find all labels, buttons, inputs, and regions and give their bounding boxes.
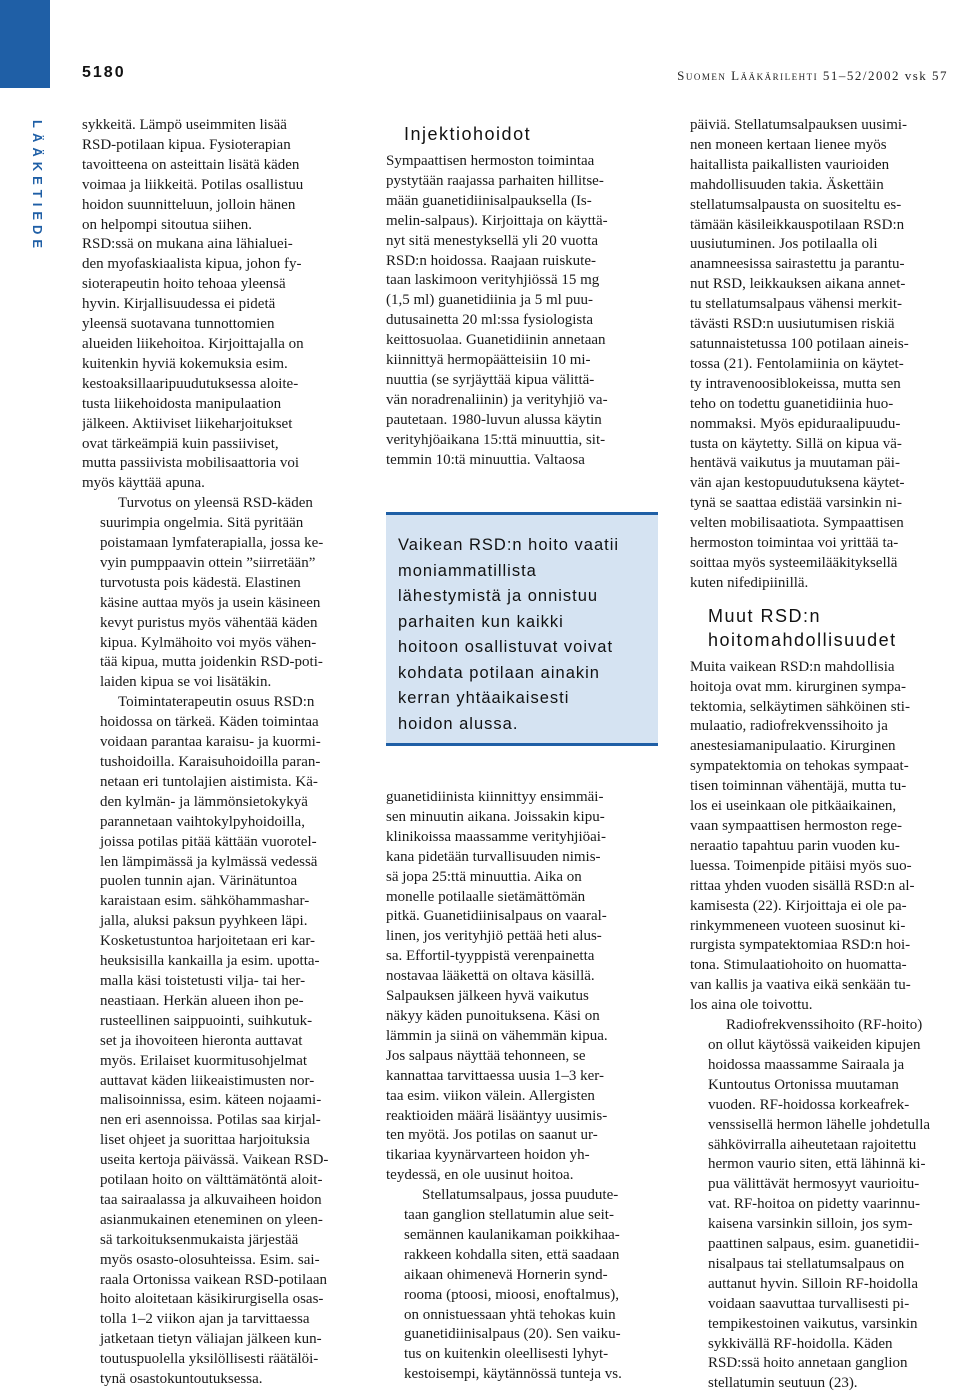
- text-line: hoitoja ovat mm. kirurginen sympa-: [690, 678, 906, 695]
- text-line: tynä osastokuntoutuksessa.: [100, 1371, 263, 1388]
- text-line: tu stellatumsalpaus vähensi merkit-: [690, 296, 903, 313]
- text-line: joissa potilas pitää kättään vuorotel-: [100, 833, 317, 850]
- text-line: set ja ihovoiteen hieronta auttavat: [100, 1032, 303, 1049]
- text-line: kuten nifedipiinillä.: [690, 574, 809, 591]
- text-line: paattinen salpaus, esim. guanetidii-: [708, 1236, 920, 1253]
- text-line: vuoden. RF-hoidossa korkeafrek-: [708, 1096, 910, 1113]
- paragraph: [82, 494, 354, 693]
- text-line: neastiaan. Herkän alueen ihon pe-: [100, 992, 304, 1009]
- text-line: tää kipua, mutta joidenkin RSD-poti-: [100, 654, 323, 671]
- paragraph: [82, 693, 354, 1390]
- text-line: rusteellinen saippuointi, suihkutuk-: [100, 1012, 313, 1029]
- paragraph: [386, 152, 658, 471]
- text-line: sympatektomia on tehokas sympaat-: [690, 758, 909, 775]
- text-line: verityhjöaikana 15:ttä minuuttia, sit-: [386, 431, 606, 448]
- text-line: nen eri asennoissa. Potilas saa kirjal-: [100, 1112, 321, 1129]
- text-line: tämään käsileikkauspotilaan RSD:n: [690, 216, 905, 233]
- text-line: tempikestoinen vaikutus, varsinkin: [708, 1315, 918, 1332]
- text-line: voidaan saavuttaa turvallisesti pi-: [708, 1295, 910, 1312]
- pull-quote-line: hoitoon osallistuvat voivat: [398, 638, 614, 656]
- text-line: parannetaan vaihtokylpyhoidoilla,: [100, 813, 305, 830]
- text-line: tisen toiminnan vähentäjä, mutta tu-: [690, 778, 907, 795]
- text-line: vaan sympaattisen hermoston rege-: [690, 818, 903, 834]
- text-line: vän ajan kestopuudutuksena käytet-: [690, 475, 905, 492]
- text-line: Turvotus on yleensä RSD-käden: [118, 495, 313, 512]
- text-line: taan ganglion stellatumin alue seit-: [404, 1207, 614, 1224]
- text-line: vat. RF-hoitoa on pidetty vaarinnu-: [708, 1196, 921, 1213]
- text-line: aikaan ohimenevä Hornerin synd-: [404, 1266, 608, 1283]
- text-line: semännen kaulanikaman poikkihaa-: [404, 1226, 620, 1243]
- text-line: tossa (21). Fentolamiinia on käytet-: [690, 355, 904, 372]
- text-line: jalla, aluksi paksun pyyhkeen läpi.: [100, 913, 308, 930]
- column-left: [82, 116, 354, 1390]
- heading-line: Injektiohoidot: [404, 124, 532, 144]
- text-line: anamneesissa sairastettu ja parantu-: [690, 256, 905, 273]
- text-line: raala Ortonissa vaikean RSD-potilaan: [100, 1271, 328, 1288]
- text-line: sen minuutin aikana. Joissakin kipu-: [386, 808, 605, 825]
- column-right-body-top: [690, 116, 958, 594]
- text-line: Stellatumsalpaus, jossa puudute-: [422, 1187, 619, 1204]
- text-line: RSD-potilaan kipua. Fysioterapian: [82, 136, 291, 153]
- paragraph: [690, 1016, 958, 1394]
- text-line: temmin 10:tä minuuttia. Valtaosa: [386, 451, 585, 468]
- text-line: nuuttia (se syrjäyttää kipua välittä-: [386, 371, 595, 388]
- text-line: venssisellä hermon lähelle johdetulla: [708, 1116, 931, 1133]
- text-line: van kallis ja vaativa eikä senkään tu-: [690, 977, 911, 994]
- text-line: teydessä, en ole uusinut hoitoa.: [386, 1167, 574, 1184]
- text-line: liset ohjeet ja suorittaa harjoituksia: [100, 1132, 310, 1149]
- text-line: alueiden liikehoitoa. Kirjoittajalla on: [82, 335, 304, 352]
- text-line: ten myötä. Jos potilas on saanut ur-: [386, 1127, 598, 1144]
- text-line: len lämpimässä ja kylmässä vedessä: [100, 853, 318, 870]
- text-line: kipua. Kylmähoito voi myös vähen-: [100, 634, 317, 651]
- text-line: nommaksi. Myös epiduraalipuudu-: [690, 415, 901, 432]
- text-line: velten mobilisaatiota. Sympaattisen: [690, 515, 904, 532]
- text-line: neraatio tapahtuu parin vuoden ku-: [690, 837, 900, 854]
- text-line: reaktioiden määrä lisääntyy uusimis-: [386, 1107, 608, 1124]
- text-line: soittaa myös systeemilääkityksellä: [690, 554, 898, 571]
- text-line: Kosketustuntoa harjoitetaan eri kar-: [100, 933, 316, 950]
- pull-quote-line: kohdata potilaan ainakin: [398, 663, 600, 682]
- text-line: tektomia, selkäytimen sähköinen sti-: [690, 698, 910, 715]
- text-line: klinikoissa maassamme verityhjiöai-: [386, 828, 606, 845]
- text-line: hoidossa maassamme Sairaala ja: [708, 1056, 905, 1073]
- column-middle-body: [386, 152, 658, 471]
- text-line: ty intravenoosiblokeissa, mutta sen: [690, 375, 901, 392]
- section-tab: LÄÄKETIEDE: [30, 120, 45, 254]
- pull-quote-line: kerran yhtäaikaisesti: [398, 689, 570, 707]
- text-line: taa esim. viikon välein. Allergisten: [386, 1087, 595, 1104]
- text-line: kevyt puristus myös vähentää käden: [100, 614, 318, 631]
- text-line: kestoisempi, käytännössä tunteja vs.: [404, 1366, 622, 1383]
- text-line: malisoinnissa, esim. käteen nojaami-: [100, 1092, 322, 1109]
- text-line: laiden kipua se voi lisätäkin.: [100, 674, 272, 691]
- text-line: sykkeitä. Lämpö useimmiten lisää: [82, 117, 287, 133]
- text-line: Toimintaterapeutin osuus RSD:n: [118, 694, 315, 711]
- text-line: sa. Effortil-tyyppistä verenpainetta: [386, 948, 595, 965]
- text-line: pystytään raajassa parhaiten hillitse-: [386, 172, 604, 189]
- paragraph: [82, 116, 354, 494]
- text-line: jälkeen. Aktiiviset liikeharjoitukset: [82, 415, 293, 432]
- text-line: heuksisilla kankailla ja esim. upotta-: [100, 953, 320, 970]
- text-line: auttavat käden liikeaistimusten nor-: [100, 1072, 315, 1089]
- text-line: kannattaa tarvittaessa uusia 1–3 ker-: [386, 1067, 604, 1084]
- text-line: on ollut käytössä vaikeiden kipujen: [708, 1036, 921, 1053]
- running-head: [677, 68, 948, 84]
- text-line: kaisena varsinkin silloin, jos sym-: [708, 1216, 913, 1233]
- text-line: tusta liikehoidosta manipulaation: [82, 395, 282, 412]
- text-line: käsine auttaa myös ja usein käsineen: [100, 594, 321, 611]
- text-line: mään guanetidiinisalpauksella (Is-: [386, 192, 592, 209]
- text-line: taan laskimoon verityhjiössä 15 mg: [386, 272, 600, 289]
- text-line: asianmukainen eteneminen on yleen-: [100, 1211, 323, 1228]
- pull-quote-line: lähestymistä ja onnistuu: [398, 587, 599, 605]
- text-line: nut RSD, leikkauksen aikana annet-: [690, 276, 906, 293]
- issue-info: 51–52/2002 vsk 57: [822, 68, 948, 83]
- text-line: kamisesta (22). Kirjoittaja ei ole pa-: [690, 897, 907, 914]
- text-line: tikariaa kyynärvarteen hoidon yh-: [386, 1147, 590, 1164]
- heading-line: hoitomahdollisuudet: [708, 629, 897, 650]
- heading-line: Muut RSD:n: [708, 605, 822, 626]
- journal-name: Suomen Lääkärilehti: [677, 68, 819, 83]
- text-line: teho on todettu guanetidiinia huo-: [690, 395, 894, 412]
- text-line: poistamaan lymfaterapialla, jossa ke-: [100, 535, 324, 552]
- text-line: guanetidiinisalpaus (20). Sen vaiku-: [404, 1326, 621, 1343]
- text-line: rinkymmeneen vuoteen suosinut ki-: [690, 917, 906, 934]
- text-line: rakkeen kohdalla siten, että saadaan: [404, 1246, 620, 1263]
- text-line: tolla 1–2 viikon ajan ja tarvittaessa: [100, 1311, 310, 1328]
- text-line: puolen tunnin ajan. Värinätuntoa: [100, 873, 298, 890]
- section-heading-muut-hoidot: [708, 604, 958, 652]
- text-line: sä jopa 25:ttä minuuttia. Aika on: [386, 868, 582, 885]
- section-color-block: [0, 0, 50, 88]
- text-line: hermoston toimintaa voi yrittää ta-: [690, 535, 899, 552]
- text-line: Muita vaikean RSD:n mahdollisia: [690, 658, 895, 675]
- text-line: jatketaan tietyn väliajan jälkeen kun-: [100, 1331, 322, 1348]
- text-line: kiinnittyä hermopäätteisiin 10 mi-: [386, 352, 591, 369]
- pull-quote-line: parhaiten kun kaikki: [398, 612, 564, 631]
- pull-quote-line: moniammatillista: [398, 561, 537, 580]
- text-line: RSD:ssä on mukana aina lähialuei-: [82, 236, 293, 253]
- text-line: hentävä vaikutus ja muutaman päi-: [690, 455, 900, 472]
- text-line: tävästi RSD:n uusiutumisen riskiä: [690, 316, 895, 333]
- text-line: den myofaskiaalista kipua, johon fy-: [82, 256, 302, 273]
- text-line: sykkivällä RF-hoidolla. Käden: [708, 1335, 893, 1352]
- text-line: on helpompi sitoutua siihen.: [82, 216, 252, 233]
- text-line: päiviä. Stellatumsalpauksen uusimi-: [690, 117, 908, 133]
- text-line: Kuntoutus Ortonissa muutaman: [708, 1076, 899, 1093]
- paragraph: [690, 116, 958, 594]
- text-line: pitkä. Guanetidiinisalpaus on vaaral-: [386, 908, 607, 925]
- text-line: näkyy käden punoituksena. Käsi on: [386, 1007, 600, 1024]
- text-line: den kylmän- ja lämmönsietokykyä: [100, 793, 308, 810]
- text-line: rurgista sympatektomiaa RSD:n hoi-: [690, 937, 911, 954]
- text-line: mutta passiivista mobilisaattoria voi: [82, 455, 300, 472]
- text-line: tona. Stimulaatiohoito on huomatta-: [690, 957, 907, 974]
- text-line: rooma (ptoosi, mioosi, enoftalmus),: [404, 1286, 619, 1303]
- text-line: vyin pumppaavin ottein ”siirretään”: [100, 554, 316, 571]
- text-line: luessa. Toimenpide pitäisi myös suo-: [690, 857, 912, 874]
- text-line: Salpauksen jälkeen hyvä vaikutus: [386, 988, 589, 1005]
- text-line: nisalpaus tai stellatumsalpaus on: [708, 1255, 905, 1272]
- text-line: on onnistuessaan yhtä tehokas kuin: [404, 1306, 616, 1323]
- pull-quote: [386, 512, 658, 746]
- text-line: myös käyttää apuna.: [82, 475, 205, 492]
- text-line: kestoaksillaaripuudutuksessa aloite-: [82, 375, 299, 392]
- column-right-body-bottom: [690, 658, 958, 1394]
- text-line: hoidossa on tärkeä. Käden toimintaa: [100, 714, 319, 731]
- text-line: tynä se saattaa edistää varsinkin ni-: [690, 495, 903, 512]
- text-line: karaistaan esim. sähköhammashar-: [100, 893, 310, 910]
- text-line: ovat tärkeämpiä kuin passiiviset,: [82, 435, 279, 452]
- text-line: guanetidiinista kiinnittyy ensimmäi-: [386, 789, 604, 805]
- text-line: satunnaistetussa 100 potilaan aineis-: [690, 335, 909, 352]
- text-line: malla käsi toistetusti vilja- tai her-: [100, 972, 306, 989]
- paragraph: [386, 1186, 658, 1385]
- pull-quote-line: hoidon alussa.: [398, 714, 519, 733]
- text-line: tusta on käytetty. Sillä on kipua vä-: [690, 435, 902, 452]
- text-line: Radiofrekvenssihoito (RF-hoito): [726, 1017, 923, 1034]
- text-line: hoidon suunnitteluun, jolloin hänen: [82, 196, 296, 213]
- text-line: sä tarkoituksenmukaista järjestää: [100, 1231, 299, 1248]
- text-line: tus on kuitenkin oleellisesti lyhyt-: [404, 1346, 609, 1363]
- text-line: myös. Erilaiset kuormitusohjelmat: [100, 1052, 308, 1069]
- text-line: netaan eri tuntolajien aistimista. Kä-: [100, 773, 318, 790]
- text-line: uusiutuminen. Jos potilaalla oli: [690, 236, 878, 253]
- text-line: dutusainetta 20 ml:ssa fysiologista: [386, 312, 594, 329]
- paragraph: [690, 658, 958, 1016]
- text-line: mulaatio, radiofrekvenssihoito ja: [690, 718, 888, 735]
- text-line: Jos salpaus näyttää tehonneen, se: [386, 1047, 586, 1064]
- text-line: hoito aloitetaan käsikirurgisella osas-: [100, 1291, 324, 1308]
- text-line: Sympaattisen hermoston toimintaa: [386, 153, 595, 169]
- text-line: yleensä suotavana tunnottomien: [82, 316, 275, 333]
- text-line: hyvin. Kirjallisuudessa ei pidetä: [82, 296, 276, 313]
- text-line: pua välittävät hermosyyt vaurioitu-: [708, 1176, 920, 1193]
- text-line: RSD:ssä hoito annetaan ganglion: [708, 1355, 908, 1372]
- text-line: anestesiamanipulaatio. Kirurginen: [690, 738, 896, 755]
- text-line: nen moneen kertaan lienee myös: [690, 136, 887, 153]
- text-line: myös osasto-olosuhteissa. Esim. sai-: [100, 1251, 320, 1268]
- text-line: stellatumin seutuun (23).: [708, 1375, 858, 1392]
- text-line: tavoitteena on asteittain lisätä käden: [82, 156, 300, 173]
- text-line: turvotusta pois kädestä. Elastinen: [100, 574, 301, 591]
- text-line: melin-salpaus). Kirjoittaja on käyttä-: [386, 212, 608, 229]
- text-line: auttanut hyvin. Silloin RF-hoidolla: [708, 1275, 918, 1292]
- column-middle-bottom: [386, 788, 658, 1385]
- text-line: tushoidoilla. Karaisuhoidoilla paran-: [100, 754, 321, 770]
- text-line: sioterapeutin hoito tehoaa yleensä: [82, 276, 286, 293]
- text-line: hermon vaurio siten, että lähinnä ki-: [708, 1156, 926, 1173]
- text-line: linen, jos verityhjiö pettää heti alus-: [386, 928, 602, 945]
- text-line: RSD:n hoidossa. Raajaan ruiskute-: [386, 252, 596, 269]
- text-line: potilaan hoito on välttämätöntä aloit-: [100, 1172, 323, 1189]
- column-right: [690, 116, 958, 1394]
- text-line: rittaa yhden vuoden sisällä RSD:n al-: [690, 877, 915, 894]
- text-line: kana pidetään turvallisuuden nimis-: [386, 848, 601, 865]
- text-line: kuitenkin hyviä kokemuksia esim.: [82, 355, 288, 372]
- text-line: voidaan parantaa karaisu- ja kuormi-: [100, 734, 321, 751]
- text-line: haitallista paikallisten vaurioiden: [690, 156, 890, 173]
- column-middle: [386, 116, 658, 471]
- paragraph: [386, 788, 658, 1186]
- text-line: mahdollisuuden takia. Äskettäin: [690, 176, 884, 193]
- text-line: useita kertoja päivässä. Vaikean RSD-: [100, 1152, 329, 1169]
- text-line: los ei useinkaan ole pitkäaikainen,: [690, 798, 897, 815]
- section-heading-injektiohoidot: [404, 122, 658, 146]
- text-line: lämmin ja siinä on vähemmän kipua.: [386, 1027, 608, 1044]
- text-line: taa sairaalassa ja alkuvaiheen hoidon: [100, 1191, 322, 1208]
- text-line: sähkövirralla aiheutetaan rajoitettu: [708, 1136, 917, 1153]
- text-line: stellatumsalpausta on suositeltu es-: [690, 196, 902, 213]
- text-line: los aina ole toivottu.: [690, 997, 813, 1014]
- text-line: nyt sitä menestyksellä yli 20 vuotta: [386, 232, 599, 249]
- text-line: nostavaa lääkettä on oltava käsillä.: [386, 968, 595, 985]
- page-number: 5180: [82, 64, 126, 81]
- text-line: suurimpia ongelmia. Sitä pyritään: [100, 515, 304, 532]
- text-line: vän noradrenaliinin) ja verityhjiö va-: [386, 391, 608, 408]
- text-line: voimaa ja liikkeitä. Potilas osallistuu: [82, 176, 304, 193]
- text-line: pautetaan. 1980-luvun alussa käytin: [386, 411, 602, 428]
- text-line: toutuspuolella yksilöllisesti räätälöi-: [100, 1351, 319, 1368]
- text-line: monelle potilaalle sietämättömän: [386, 888, 586, 905]
- text-line: (1,5 ml) guanetidiinia ja 5 ml puu-: [386, 292, 594, 309]
- pull-quote-line: Vaikean RSD:n hoito vaatii: [398, 536, 620, 554]
- text-line: keittosuolaa. Guanetidiinin annetaan: [386, 332, 606, 349]
